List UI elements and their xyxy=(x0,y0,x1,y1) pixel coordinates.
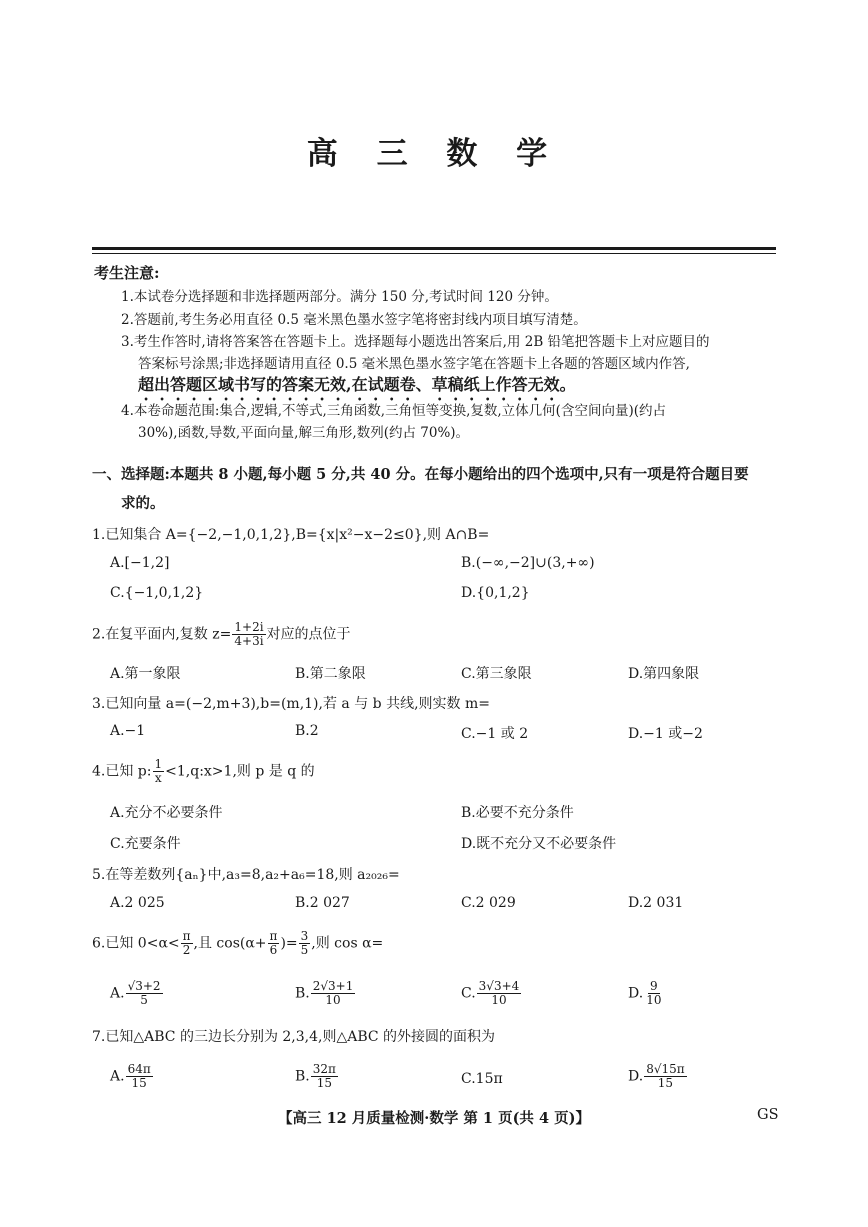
page-title: 高 三 数 学 xyxy=(306,136,562,172)
q3-option-b: B.2 xyxy=(295,723,319,739)
q7-option-b xyxy=(295,1063,339,1090)
q7-d-label: D. xyxy=(628,1068,644,1085)
q7-d-num: 8√15π xyxy=(646,1062,685,1076)
section-heading-cont: 求的。 xyxy=(121,495,165,512)
question-4-stem xyxy=(92,758,315,785)
q6-frac-3-den: 5 xyxy=(300,943,309,958)
q6-d-fraction xyxy=(644,980,663,1007)
q6-b-den: 10 xyxy=(325,993,341,1008)
q3-option-c: C.−1 或 2 xyxy=(461,726,529,742)
q6-a-num: √3+2 xyxy=(127,979,161,993)
q6-stem-p4: ,则 cos α= xyxy=(311,935,384,952)
q6-a-label: A. xyxy=(110,985,125,1002)
q6-option-b xyxy=(295,980,356,1007)
q2-option-b: B.第二象限 xyxy=(295,666,366,682)
q5-option-c: C.2 029 xyxy=(461,895,516,911)
notice-item-2: 2.答题前,考生务必用直径 0.5 毫米黑色墨水签字笔将密封线内项目填写清楚。 xyxy=(121,312,587,328)
top-rule-thick xyxy=(92,247,776,250)
q7-option-d xyxy=(628,1063,688,1090)
question-1-stem: 1.已知集合 A={−2,−1,0,1,2},B={x|x²−x−2≤0},则 A∩B= xyxy=(92,527,490,543)
q6-option-d xyxy=(628,980,664,1007)
question-7-stem: 7.已知△ABC 的三边长分别为 2,3,4,则△ABC 的外接圆的面积为 xyxy=(92,1029,496,1045)
q7-d-den: 15 xyxy=(657,1076,674,1091)
q6-frac-3 xyxy=(299,930,311,957)
q6-frac-2-den: 6 xyxy=(269,943,278,958)
question-2-stem xyxy=(92,621,351,648)
q5-option-b: B.2 027 xyxy=(295,895,350,911)
q4-stem-post: <1,q:x>1,则 p 是 q 的 xyxy=(165,763,315,780)
q6-b-num: 2√3+1 xyxy=(312,979,354,993)
q7-a-label: A. xyxy=(110,1068,125,1085)
q6-c-label: C. xyxy=(461,985,476,1002)
q3-option-a: A.−1 xyxy=(110,723,146,739)
question-5-stem: 5.在等差数列{aₙ}中,a₃=8,a₂+a₆=18,则 a₂₀₂₆= xyxy=(92,867,400,883)
q6-a-fraction xyxy=(126,980,163,1007)
q2-frac-num: 1+2i xyxy=(234,620,264,634)
q7-a-num: 64π xyxy=(127,1062,151,1076)
q4-option-c: C.充要条件 xyxy=(110,836,181,852)
question-6-stem xyxy=(92,930,383,957)
q4-fraction xyxy=(153,758,165,785)
q4-frac-den: x xyxy=(154,771,162,786)
top-rule-thin xyxy=(92,253,776,254)
q6-d-den: 10 xyxy=(646,993,662,1008)
q7-a-den: 15 xyxy=(131,1076,147,1091)
q6-frac-2-num: π xyxy=(269,929,278,943)
q6-c-num: 3√3+4 xyxy=(478,979,520,993)
q6-option-c xyxy=(461,980,522,1007)
q2-fraction xyxy=(232,621,265,648)
q3-option-d: D.−1 或−2 xyxy=(628,726,703,742)
q6-stem-p2: ,且 cos(α+ xyxy=(193,935,267,952)
q7-option-c: C.15π xyxy=(461,1071,503,1087)
q6-frac-1 xyxy=(181,930,193,957)
page-footer: 【高三 12 月质量检测·数学 第 1 页(共 4 页)】 xyxy=(278,1110,590,1127)
q4-option-d: D.既不充分又不必要条件 xyxy=(461,836,617,852)
q7-d-fraction xyxy=(644,1063,686,1090)
q6-frac-1-den: 2 xyxy=(182,943,191,958)
q6-b-label: B. xyxy=(295,985,310,1002)
q6-frac-3-num: 3 xyxy=(300,929,309,943)
q7-b-fraction xyxy=(311,1063,338,1090)
q6-option-a xyxy=(110,980,164,1007)
notice-item-4-cont: 30%),函数,导数,平面向量,解三角形,数列(约占 70%)。 xyxy=(138,425,470,441)
notice-item-3-cont: 答案标号涂黑;非选择题请用直径 0.5 毫米黑色墨水签字笔在答题卡上各题的答题区域内作答, xyxy=(138,356,690,372)
q6-d-num: 9 xyxy=(650,979,658,993)
q7-a-fraction xyxy=(126,1063,153,1090)
q2-option-c: C.第三象限 xyxy=(461,666,532,682)
q4-option-b: B.必要不充分条件 xyxy=(461,805,574,821)
q2-stem-post: 对应的点位于 xyxy=(266,626,351,643)
notice-item-3: 3.考生作答时,请将答案答在答题卡上。选择题每小题选出答案后,用 2B 铅笔把答题卡上对应题目的 xyxy=(121,334,710,350)
q6-stem-p3: )= xyxy=(280,935,298,952)
q6-c-den: 10 xyxy=(491,993,507,1008)
q4-stem-pre: 4.已知 p: xyxy=(92,763,152,780)
q1-option-b: B.(−∞,−2]∪(3,+∞) xyxy=(461,555,595,571)
q2-option-a: A.第一象限 xyxy=(110,666,181,682)
q4-option-a: A.充分不必要条件 xyxy=(110,805,223,821)
q1-option-a: A.[−1,2] xyxy=(110,555,170,571)
q6-b-fraction xyxy=(311,980,356,1007)
q7-b-den: 15 xyxy=(316,1076,332,1091)
q7-option-a xyxy=(110,1063,154,1090)
q7-b-label: B. xyxy=(295,1068,310,1085)
section-heading: 一、选择题:本题共 8 小题,每小题 5 分,共 40 分。在每小题给出的四个选项中,只有一项是符合题目要 xyxy=(92,466,749,483)
q6-frac-1-num: π xyxy=(182,929,191,943)
q2-option-d: D.第四象限 xyxy=(628,666,700,682)
q4-frac-num: 1 xyxy=(154,757,163,771)
q6-frac-2 xyxy=(268,930,280,957)
notice-item-1: 1.本试卷分选择题和非选择题两部分。满分 150 分,考试时间 120 分钟。 xyxy=(121,289,558,305)
notice-item-4: 4.本卷命题范围:集合,逻辑,不等式,三角函数,三角恒等变换,复数,立体几何(含空间向量)(约占 xyxy=(121,403,666,419)
question-3-stem: 3.已知向量 a=(−2,m+3),b=(m,1),若 a 与 b 共线,则实数 m= xyxy=(92,696,490,712)
notice-emphasis: 超出答题区域书写的答案无效,在试题卷、草稿纸上作答无效。 xyxy=(138,375,576,394)
region-code: GS xyxy=(757,1107,779,1123)
q7-b-num: 32π xyxy=(312,1062,336,1076)
notice-heading: 考生注意: xyxy=(94,264,160,282)
q6-stem-p1: 6.已知 0<α< xyxy=(92,935,180,952)
q6-d-label: D. xyxy=(628,985,644,1002)
q6-a-den: 5 xyxy=(140,993,148,1008)
q1-option-c: C.{−1,0,1,2} xyxy=(110,585,204,601)
q5-option-a: A.2 025 xyxy=(110,895,165,911)
q2-stem-pre: 2.在复平面内,复数 z= xyxy=(92,626,232,643)
q6-c-fraction xyxy=(477,980,522,1007)
q5-option-d: D.2 031 xyxy=(628,895,684,911)
q2-frac-den: 4+3i xyxy=(234,634,264,649)
q1-option-d: D.{0,1,2} xyxy=(461,585,530,601)
